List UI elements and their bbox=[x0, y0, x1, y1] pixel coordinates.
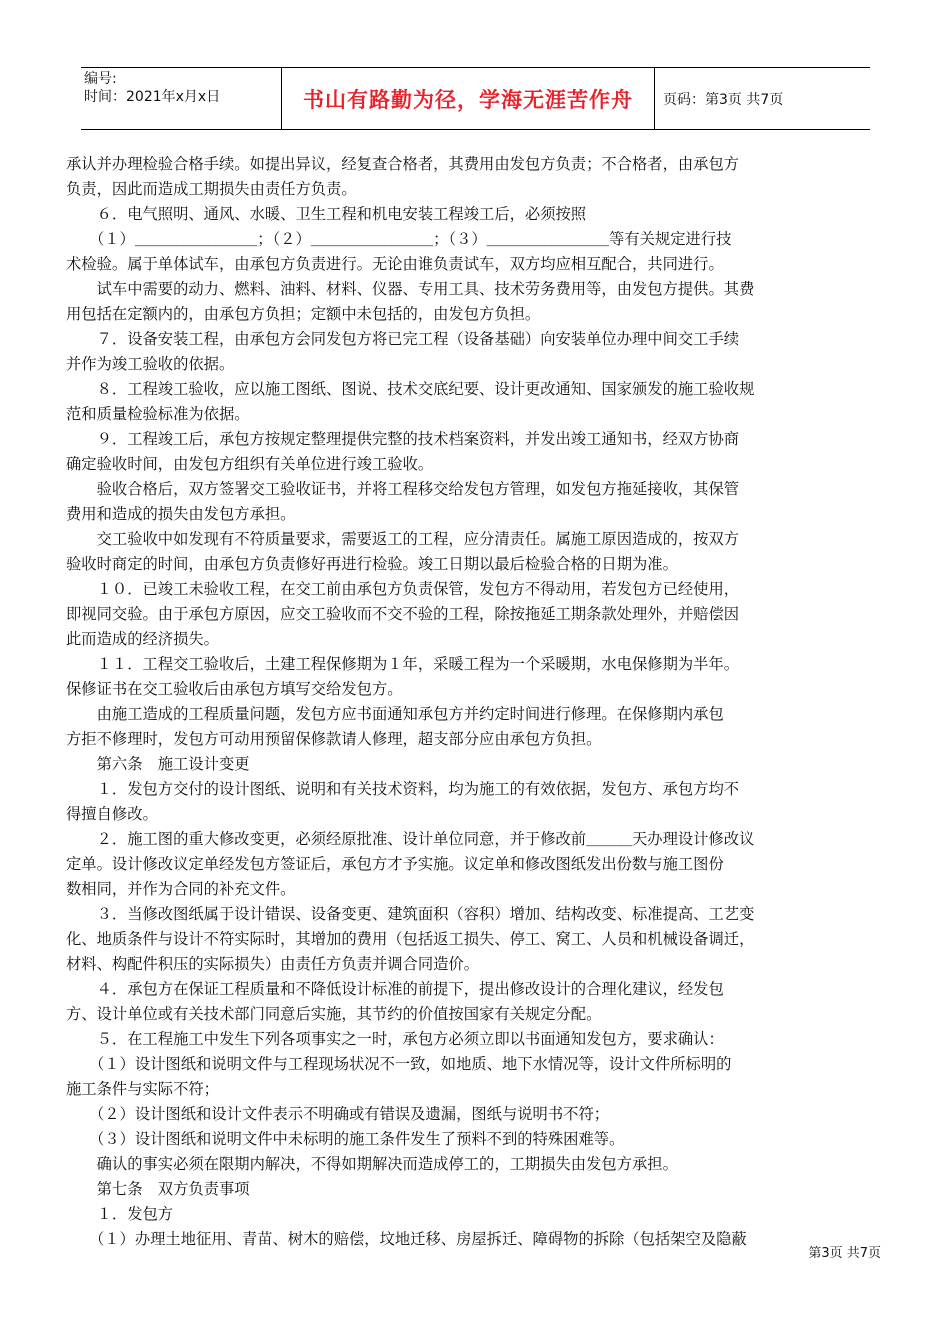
body-line: 试车中需要的动力、燃料、油料、材料、仪器、专用工具、技术劳务费用等，由发包方提供。其费 bbox=[66, 280, 755, 298]
body-line: 并作为竣工验收的依据。 bbox=[66, 355, 235, 373]
body-line: 保修证书在交工验收后由承包方填写交给发包方。 bbox=[66, 680, 403, 698]
body-line: （１）＿＿＿＿＿＿＿＿；（２）＿＿＿＿＿＿＿＿；（３）＿＿＿＿＿＿＿＿等有关规定进行技 bbox=[66, 230, 732, 248]
header-page-label: 页码：第3页 共7页 bbox=[663, 91, 784, 108]
body-line: 确认的事实必须在限期内解决，不得如期解决而造成停工的，工期损失由发包方承担。 bbox=[66, 1155, 678, 1173]
body-line: 方拒不修理时，发包方可动用预留保修款请人修理，超支部分应由承包方负担。 bbox=[66, 730, 602, 748]
body-line: ８．工程竣工验收，应以施工图纸、图说、技术交底纪要、设计更改通知、国家颁发的施工验收规 bbox=[66, 380, 755, 398]
body-line: 由施工造成的工程质量问题，发包方应书面通知承包方并约定时间进行修理。在保修期内承包 bbox=[66, 705, 724, 723]
body-line: 定单。设计修改议定单经发包方签证后，承包方才予实施。议定单和修改图纸发出份数与施工图份 bbox=[66, 855, 724, 873]
body-line: ５．在工程施工中发生下列各项事实之一时，承包方必须立即以书面通知发包方，要求确认： bbox=[66, 1030, 724, 1048]
body-line: ６．电气照明、通风、水暖、卫生工程和机电安装工程竣工后，必须按照 bbox=[66, 205, 587, 223]
header-meta bbox=[81, 68, 282, 129]
body-line: 第六条 施工设计变更 bbox=[66, 755, 250, 773]
page-header bbox=[81, 67, 870, 130]
body-line: ４．承包方在保证工程质量和不降低设计标准的前提下，提出修改设计的合理化建议，经发包 bbox=[66, 980, 724, 998]
body-line: ２．施工图的重大修改变更，必须经原批准、设计单位同意，并于修改前＿＿＿天办理设计修改议 bbox=[66, 830, 755, 848]
body-line: 数相同，并作为合同的补充文件。 bbox=[66, 880, 296, 898]
body-line: 此而造成的经济损失。 bbox=[66, 630, 219, 648]
body-line: 验收合格后，双方签署交工验收证书，并将工程移交给发包方管理，如发包方拖延接收，其保管 bbox=[66, 480, 740, 498]
body-line: 用包括在定额内的，由承包方负担；定额中未包括的，由发包方负担。 bbox=[66, 305, 541, 323]
body-line: 交工验收中如发现有不符质量要求，需要返工的工程，应分清责任。属施工原因造成的，按双方 bbox=[66, 530, 740, 548]
body-line: （１）设计图纸和说明文件与工程现场状况不一致，如地质、地下水情况等，设计文件所标明的 bbox=[66, 1055, 732, 1073]
body-line: ７．设备安装工程，由承包方会同发包方将已完工程（设备基础）向安装单位办理中间交工手续 bbox=[66, 330, 740, 348]
document-time-label: 时间：2021年x月x日 bbox=[84, 89, 221, 105]
header-motto: 书山有路勤为径，学海无涯苦作舟 bbox=[282, 68, 655, 129]
body-line: 承认并办理检验合格手续。如提出异议，经复查合格者，其费用由发包方负责；不合格者，由承包方 bbox=[66, 155, 740, 173]
body-line: １．发包方交付的设计图纸、说明和有关技术资料，均为施工的有效依据，发包方、承包方均不 bbox=[66, 780, 740, 798]
body-line: 得擅自修改。 bbox=[66, 805, 158, 823]
body-line: （２）设计图纸和设计文件表示不明确或有错误及遗漏，图纸与说明书不符； bbox=[66, 1105, 610, 1123]
body-line: （３）设计图纸和说明文件中未标明的施工条件发生了预料不到的特殊困难等。 bbox=[66, 1130, 625, 1148]
body-line: 化、地质条件与设计不符实际时，其增加的费用（包括返工损失、停工、窝工、人员和机械设备调迁， bbox=[66, 930, 755, 948]
body-line: 范和质量检验标准为依据。 bbox=[66, 405, 250, 423]
body-line: 验收时商定的时间，由承包方负责修好再进行检验。竣工日期以最后检验合格的日期为准。 bbox=[66, 555, 678, 573]
body-line: 方、设计单位或有关技术部门同意后实施，其节约的价值按国家有关规定分配。 bbox=[66, 1005, 602, 1023]
body-line: 负责，因此而造成工期损失由责任方负责。 bbox=[66, 180, 357, 198]
body-line: 材料、构配件积压的实际损失）由责任方负责并调合同造价。 bbox=[66, 955, 480, 973]
body-line: 确定验收时间，由发包方组织有关单位进行竣工验收。 bbox=[66, 455, 434, 473]
body-line: 第七条 双方负责事项 bbox=[66, 1180, 250, 1198]
body-line: 即视同交验。由于承包方原因，应交工验收而不交不验的工程，除按拖延工期条款处理外，并赔偿因 bbox=[66, 605, 740, 623]
body-line: 费用和造成的损失由发包方承担。 bbox=[66, 505, 296, 523]
body-line: ９．工程竣工后，承包方按规定整理提供完整的技术档案资料，并发出竣工通知书，经双方协商 bbox=[66, 430, 740, 448]
page-footer: 第3页 共7页 bbox=[808, 1246, 881, 1261]
body-line: 术检验。属于单体试车，由承包方负责进行。无论由谁负责试车，双方均应相互配合，共同进行。 bbox=[66, 255, 724, 273]
document-body bbox=[66, 152, 884, 1252]
document-number-label: 编号: bbox=[84, 71, 117, 87]
body-line: １．发包方 bbox=[66, 1205, 174, 1223]
body-line: 施工条件与实际不符； bbox=[66, 1080, 219, 1098]
body-line: １０．已竣工未验收工程，在交工前由承包方负责保管，发包方不得动用，若发包方已经使用， bbox=[66, 580, 740, 598]
body-line: １１．工程交工验收后，土建工程保修期为１年，采暖工程为一个采暖期，水电保修期为半年。 bbox=[66, 655, 740, 673]
body-line: （１）办理土地征用、青苗、树木的赔偿，坟地迁移、房屋拆迁、障碍物的拆除（包括架空及隐蔽 bbox=[66, 1230, 747, 1248]
body-line: ３．当修改图纸属于设计错误、设备变更、建筑面积（容积）增加、结构改变、标准提高、工艺变 bbox=[66, 905, 755, 923]
